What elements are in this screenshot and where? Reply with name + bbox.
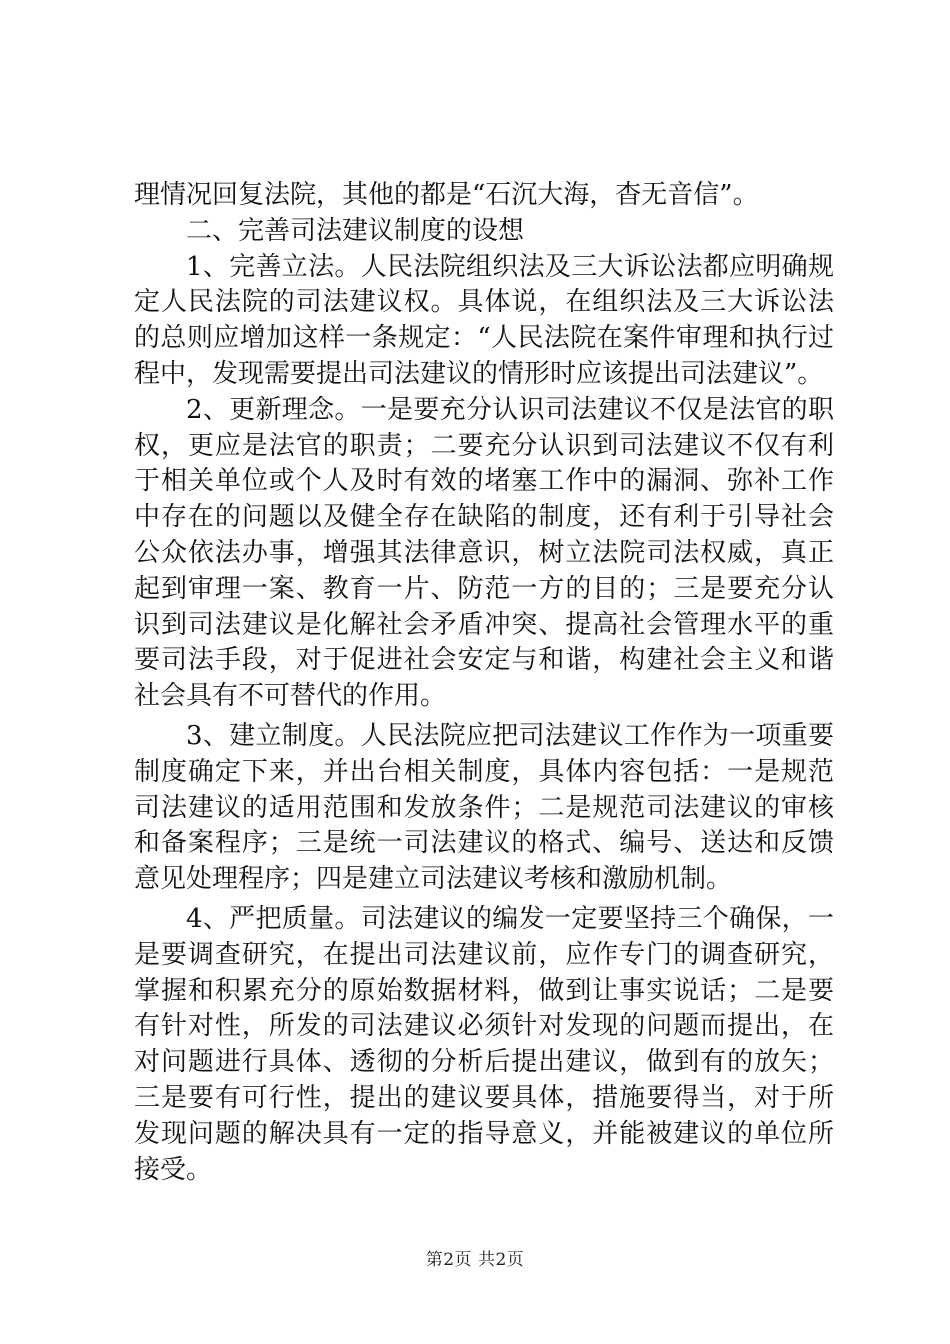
document-body [134,178,834,1188]
section-heading: 二、完善司法建议制度的设想 [186,215,525,246]
paragraph-quality: 4、严把质量。司法建议的编发一定要坚持三个确保，一是要调查研究，在提出司法建议前，应作专门的调查研究，掌握和积累充分的原始数据材料，做到让事实说话；二是要有针对性，所发的司法建议必须针对发现的问题而提出，在对问题进行具体、透彻的分析后提出建议，做到有的放矢；三是要有可行性，提出的建议要具体，措施要得当，对于所发现问题的解决具有一定的指导意义，并能被建议的单位所接受。 [134,903,834,1185]
paragraph-legislation: 1、完善立法。人民法院组织法及三大诉讼法都应明确规定人民法院的司法建议权。具体说，在组织法及三大诉讼法的总则应增加这样一条规定：“人民法院在案件审理和执行过程中，发现需要提出司法建议的情形时应该提出司法建议”。 [134,251,834,389]
paragraph-system: 3、建立制度。人民法院应把司法建议工作作为一项重要制度确定下来，并出台相关制度，具体内容包括：一是规范司法建议的适用范围和发放条件；二是规范司法建议的审核和备案程序；三是统一司法建议的格式、编号、送达和反馈意见处理程序；四是建立司法建议考核和激励机制。 [134,720,834,895]
page-footer: 第2页 共2页 [425,1250,525,1270]
paragraph-concept: 2、更新理念。一是要充分认识司法建议不仅是法官的职权，更应是法官的职责；二要充分认识到司法建议不仅有利于相关单位或个人及时有效的堵塞工作中的漏洞、弥补工作中存在的问题以及健全存在缺陷的制度，还有利于引导社会公众依法办事，增强其法律意识，树立法院司法权威，真正起到审理一案、教育一片、防范一方的目的；三是要充分认识到司法建议是化解社会矛盾冲突、提高社会管理水平的重要司法手段，对于促进社会安定与和谐，构建社会主义和谐社会具有不可替代的作用。 [134,394,834,712]
paragraph-continuation: 理情况回复法院，其他的都是“石沉大海，杳无音信”。 [134,180,759,210]
